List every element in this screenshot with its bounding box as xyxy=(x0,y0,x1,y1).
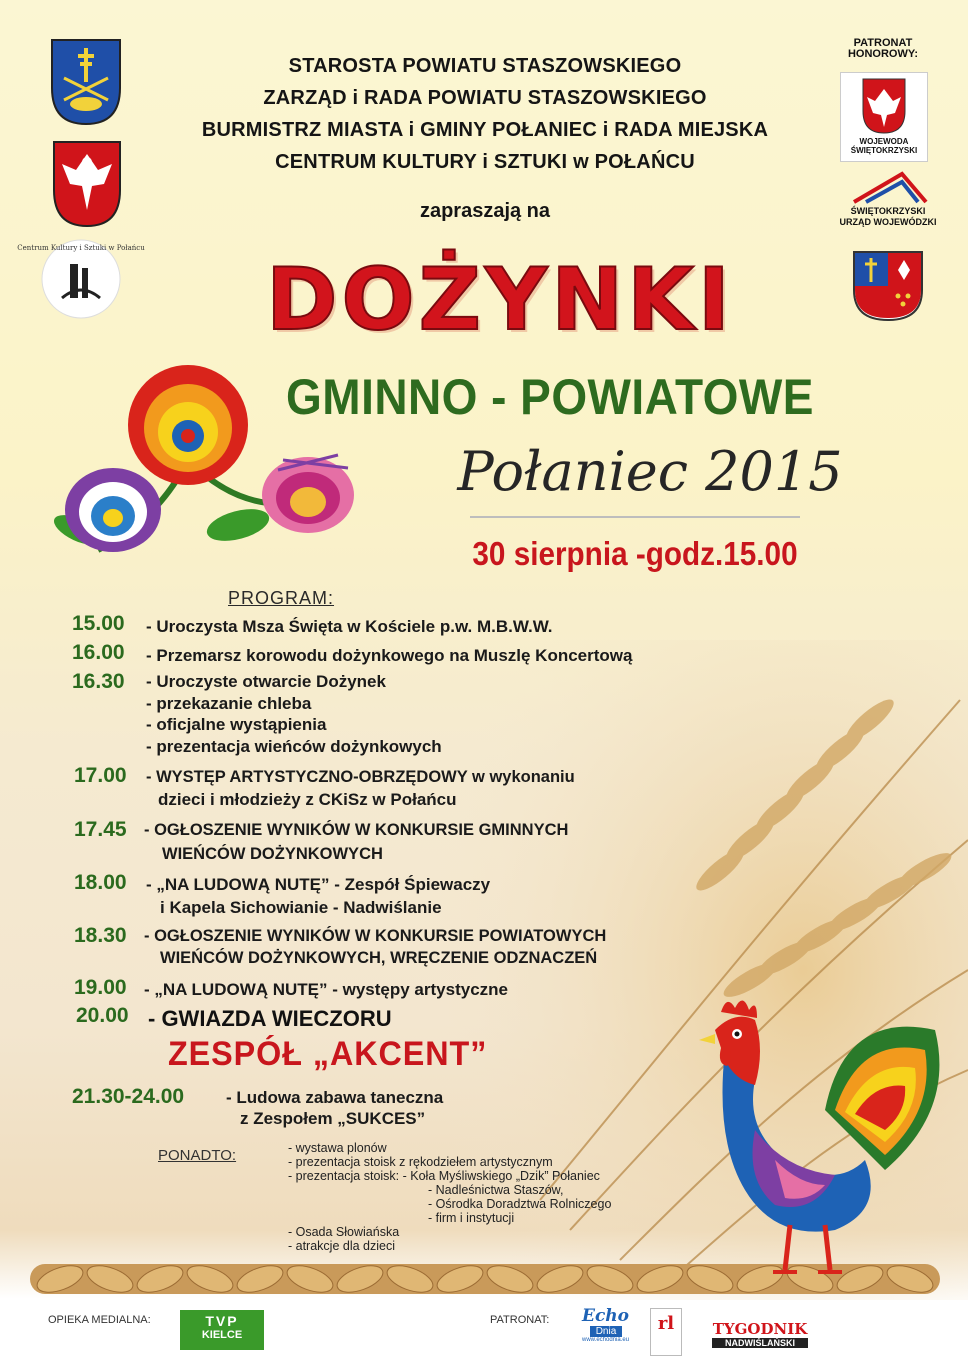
media-label: OPIEKA MEDIALNA: xyxy=(48,1314,151,1326)
white-eagle-icon xyxy=(841,75,927,135)
header-line-1: STAROSTA POWIATU STASZOWSKIEGO xyxy=(288,55,682,77)
event-city-year: Połaniec 2015 xyxy=(457,440,843,503)
ponadto-item: - prezentacja stoisk z rękodziełem artystycznym xyxy=(288,1155,553,1169)
program-line: - Ludowa zabawa taneczna xyxy=(226,1088,444,1107)
swietokrzyskie-crest-icon xyxy=(852,250,924,322)
tvp-kielce-logo xyxy=(180,1310,264,1350)
header-line-2: ZARZĄD i RADA POWIATU STASZOWSKIEGO xyxy=(263,87,707,109)
tvp-logo-city: KIELCE xyxy=(201,1329,243,1341)
program-line: dzieci i młodzieży z CKiSz w Połańcu xyxy=(158,790,457,809)
ponadto-item: - Nadleśnictwa Staszów, xyxy=(428,1183,564,1197)
ponadto-heading: PONADTO: xyxy=(158,1147,237,1164)
program-time: 17.00 xyxy=(74,764,127,787)
program-line: - Uroczysta Msza Święta w Kościele p.w. M.B.W.W. xyxy=(146,617,553,636)
ponadto-item: - firm i instytucji xyxy=(428,1211,515,1225)
program-time: 17.45 xyxy=(74,818,127,841)
urzad-wojewodzki-label: ŚWIĘTOKRZYSKI URZĄD WOJEWÓDZKI xyxy=(839,206,937,227)
radio-logo xyxy=(650,1308,682,1356)
program-time: 16.30 xyxy=(72,670,125,693)
title-underline xyxy=(470,516,800,518)
program-time: 20.00 xyxy=(76,1004,129,1027)
program-time: 18.00 xyxy=(74,871,127,894)
program-time: 18.30 xyxy=(74,924,127,947)
program-line: - WYSTĘP ARTYSTYCZNO-OBRZĘDOWY w wykonaniu xyxy=(146,768,575,786)
header-line-4: CENTRUM KULTURY i SZTUKI w POŁAŃCU xyxy=(275,151,695,173)
program-time: 19.00 xyxy=(74,976,127,999)
headliner-band: ZESPÓŁ „AKCENT” xyxy=(168,1035,488,1073)
tvp-logo-text: TVP xyxy=(205,1313,239,1329)
ponadto-item: - wystawa plonów xyxy=(288,1141,387,1155)
echo-dnia-logo xyxy=(582,1306,632,1358)
program-line: WIEŃCÓW DOŻYNKOWYCH xyxy=(162,845,383,863)
program-line: WIEŃCÓW DOŻYNKOWYCH, WRĘCZENIE ODZNACZEŃ xyxy=(160,949,598,967)
echo-logo-url: www.echodnia.eu xyxy=(582,1337,630,1343)
program-line: - prezentacja wieńców dożynkowych xyxy=(146,737,442,756)
program-line: i Kapela Sichowianie - Nadwiślanie xyxy=(160,898,442,917)
ponadto-item: - Osada Słowiańska xyxy=(288,1225,400,1239)
patronat-honorowy-label: PATRONAT HONOROWY: xyxy=(847,37,919,60)
program-heading: PROGRAM: xyxy=(228,588,335,608)
program-line: - oficjalne wystąpienia xyxy=(146,715,327,734)
header-line-3: BURMISTRZ MIASTA i GMINY POŁANIEC i RADA MIEJSKA xyxy=(201,119,769,141)
tygodnik-logo-sub: NADWIŚLAŃSKI xyxy=(712,1338,808,1348)
program-line: - Uroczyste otwarcie Dożynek xyxy=(146,672,386,691)
ponadto-item: - Ośrodka Doradztwa Rolniczego xyxy=(428,1197,612,1211)
event-title: DOŻYNKI xyxy=(266,250,734,350)
wojewoda-logo xyxy=(840,72,928,162)
invite-text: zapraszają na xyxy=(419,200,551,222)
echo-logo-text: Echo xyxy=(582,1306,630,1326)
program-line: - OGŁOSZENIE WYNIKÓW W KONKURSIE POWIATOWYCH xyxy=(144,927,607,945)
ponadto-item: - atrakcje dla dzieci xyxy=(288,1239,395,1253)
program-line: - „NA LUDOWĄ NUTĘ” - Zespół Śpiewaczy xyxy=(146,875,491,894)
patronat-label: PATRONAT: xyxy=(490,1314,550,1326)
echo-logo-sub: Dnia xyxy=(590,1326,622,1337)
event-date: 30 sierpnia -godz.15.00 xyxy=(472,535,798,572)
ckis-logo-text: Centrum Kultury i Sztuki w Połańcu xyxy=(17,244,145,252)
tygodnik-logo-text: TYGODNIK xyxy=(712,1320,808,1338)
program-line: - Przemarsz korowodu dożynkowego na Muszlę Koncertową xyxy=(146,646,633,665)
folk-flowers-illustration xyxy=(38,350,368,575)
folk-rooster-illustration xyxy=(685,990,955,1280)
program-time: 21.30-24.00 xyxy=(72,1085,185,1108)
polaniec-crest-icon xyxy=(52,140,122,228)
program-time: 15.00 xyxy=(72,612,125,635)
program-line: - OGŁOSZENIE WYNIKÓW W KONKURSIE GMINNYCH xyxy=(144,821,569,839)
tygodnik-logo xyxy=(712,1320,808,1354)
program-time: 16.00 xyxy=(72,641,125,664)
urzad-wojewodzki-roof-icon xyxy=(852,170,928,204)
footer-bar xyxy=(0,1300,968,1367)
headliner-label: - GWIAZDA WIECZORU xyxy=(148,1006,392,1031)
radio-logo-text: rl xyxy=(657,1313,675,1334)
powiat-crest-icon xyxy=(50,38,122,126)
ckis-logo-icon xyxy=(17,238,145,320)
ponadto-item: - prezentacja stoisk: - Koła Myśliwskiego „Dzik” Połaniec xyxy=(288,1169,600,1183)
program-line: z Zespołem „SUKCES” xyxy=(240,1109,426,1128)
wojewoda-label: WOJEWODA ŚWIĘTOKRZYSKI xyxy=(850,137,918,155)
program-line: - „NA LUDOWĄ NUTĘ” - występy artystyczne xyxy=(144,980,508,999)
program-line: - przekazanie chleba xyxy=(146,694,312,713)
event-subtitle: GMINNO - POWIATOWE xyxy=(286,369,814,425)
